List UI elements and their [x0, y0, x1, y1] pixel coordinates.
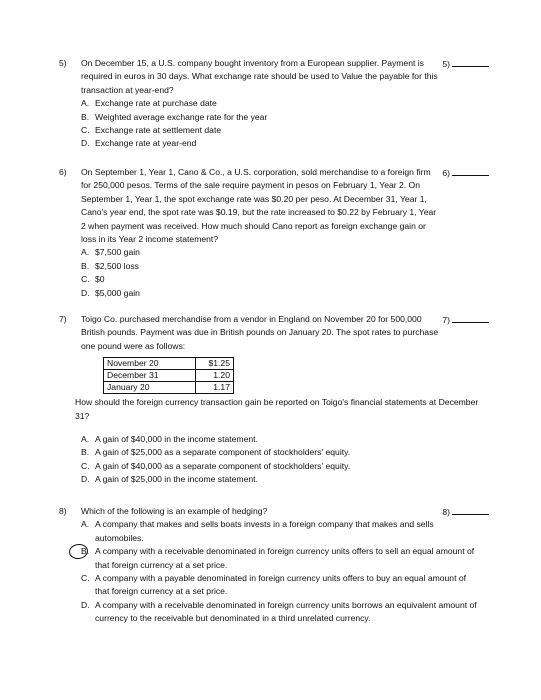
- option-letter: C.: [81, 274, 90, 285]
- option-b[interactable]: [81, 545, 481, 572]
- option-text: $5,000 gain: [95, 287, 140, 298]
- question-number: 8): [59, 506, 67, 516]
- option-c[interactable]: [81, 460, 489, 473]
- option-d[interactable]: [81, 137, 489, 150]
- table-cell-rate: 1.17: [196, 382, 234, 394]
- question-5: [59, 57, 489, 151]
- answer-line: [452, 505, 489, 515]
- option-text: $7,500 gain: [95, 247, 140, 258]
- option-b[interactable]: [81, 446, 489, 459]
- table-cell-rate: 1.20: [196, 370, 234, 382]
- option-letter: A.: [81, 434, 90, 445]
- option-c[interactable]: [81, 572, 481, 599]
- option-letter: C.: [81, 460, 90, 471]
- answer-blank-label: 8): [442, 507, 450, 517]
- spot-rate-table: [103, 357, 234, 394]
- option-text: A company that makes and sells boats invests in a foreign company that makes and sells automobiles.: [95, 519, 434, 543]
- option-c[interactable]: [81, 273, 489, 286]
- options-list: [81, 518, 481, 625]
- option-letter: A.: [81, 519, 90, 530]
- option-a[interactable]: [81, 246, 489, 259]
- option-text: Exchange rate at purchase date: [95, 98, 217, 109]
- options-list: [81, 246, 489, 300]
- option-text: Weighted average exchange rate for the year: [95, 111, 268, 122]
- option-letter: A.: [81, 98, 90, 109]
- answer-line: [452, 57, 489, 67]
- table-row: [104, 370, 234, 382]
- option-text: Exchange rate at settlement date: [95, 125, 222, 136]
- option-c[interactable]: [81, 124, 489, 137]
- option-text: A company with a payable denominated in foreign currency units offers to buy an equal amount of that foreign currency at a set price.: [95, 573, 467, 597]
- answer-blank-label: 5): [442, 59, 450, 69]
- option-a[interactable]: [81, 433, 489, 446]
- option-letter: D.: [81, 474, 90, 485]
- option-text: $2,500 loss: [95, 260, 139, 271]
- option-b[interactable]: [81, 260, 489, 273]
- option-text: $0: [95, 274, 105, 285]
- option-letter: D.: [81, 138, 90, 149]
- options-list: [81, 97, 489, 151]
- table-cell-date: December 31: [104, 370, 196, 382]
- option-text: Exchange rate at year-end: [95, 138, 197, 149]
- answer-blank[interactable]: [442, 57, 489, 71]
- option-text: A gain of $40,000 in the income statement.: [95, 434, 258, 445]
- answer-blank[interactable]: [442, 505, 489, 519]
- table-cell-date: January 20: [104, 382, 196, 394]
- option-letter: B.: [81, 546, 90, 557]
- option-letter: D.: [81, 599, 90, 610]
- option-letter: C.: [81, 125, 90, 136]
- option-d[interactable]: [81, 473, 489, 486]
- question-stem: Which of the following is an example of hedging?: [81, 506, 268, 516]
- option-text: A gain of $25,000 as a separate component of stockholders' equity.: [95, 447, 351, 458]
- table-cell-date: November 20: [104, 358, 196, 370]
- table-row: [104, 382, 234, 394]
- option-text: A gain of $40,000 as a separate component of stockholders' equity.: [95, 460, 351, 471]
- option-text: A company with a receivable denominated in foreign currency units borrows an equivalent amount of currency to the receivable but denominated in a third unrelated currency.: [95, 599, 477, 624]
- option-letter: A.: [81, 247, 90, 258]
- answer-line: [452, 313, 489, 323]
- answer-blank[interactable]: [442, 166, 489, 180]
- question-stem: Toigo Co. purchased merchandise from a vendor in England on November 20 for 500,000 British pounds. Payment was due in British pounds on January 20. The spot rates to purchase one pound were as follows:: [81, 314, 439, 351]
- option-letter: B.: [81, 447, 90, 458]
- option-a[interactable]: [81, 518, 481, 545]
- option-text: A company with a receivable denominated in foreign currency units offers to sell an equal amount of that foreign currency at a set price.: [95, 546, 475, 570]
- option-d[interactable]: [81, 287, 489, 300]
- option-letter: D.: [81, 287, 90, 298]
- question-stem: On December 15, a U.S. company bought inventory from a European supplier. Payment is required in euros in 30 days. What exchange rate should be used to Value the payable for this transaction at year-end?: [81, 58, 438, 95]
- question-number: 5): [59, 58, 67, 68]
- answer-blank-label: 7): [442, 315, 450, 325]
- question-stem: On September 1, Year 1, Cano & Co., a U.S. corporation, sold merchandise to a foreign firm for 250,000 pesos. Terms of the sale require payment in pesos on February 1, Year 2. On September 1, Year 1, the spot exchange rate was $0.20 per peso. At December 31, Year 1, Cano's year end, the spot rate was $0.19, but the rate increased to $0.22 by February 1, Year 2 when payment was received. How much should Cano report as foreign exchange gain or loss in its Year 2 income statement?: [81, 167, 437, 245]
- question-number: 7): [59, 314, 67, 324]
- answer-blank[interactable]: [442, 313, 489, 327]
- table-row: [104, 358, 234, 370]
- option-a[interactable]: [81, 97, 489, 110]
- answer-blank-label: 6): [442, 168, 450, 178]
- option-b[interactable]: [81, 111, 489, 124]
- option-letter: C.: [81, 573, 90, 584]
- question-number: 6): [59, 167, 67, 177]
- option-text: A gain of $25,000 in the income statement.: [95, 474, 258, 485]
- options-list: [81, 433, 489, 487]
- question-8: [59, 505, 489, 626]
- option-d[interactable]: [81, 599, 481, 626]
- question-6: [59, 166, 489, 300]
- answer-line: [452, 166, 489, 176]
- option-letter: B.: [81, 260, 90, 271]
- question-followup: How should the foreign currency transaction gain be reported on Toigo's financial statements at December 31?: [75, 397, 479, 421]
- option-letter: B.: [81, 111, 90, 122]
- question-7: [59, 313, 489, 487]
- table-cell-rate: $1.25: [196, 358, 234, 370]
